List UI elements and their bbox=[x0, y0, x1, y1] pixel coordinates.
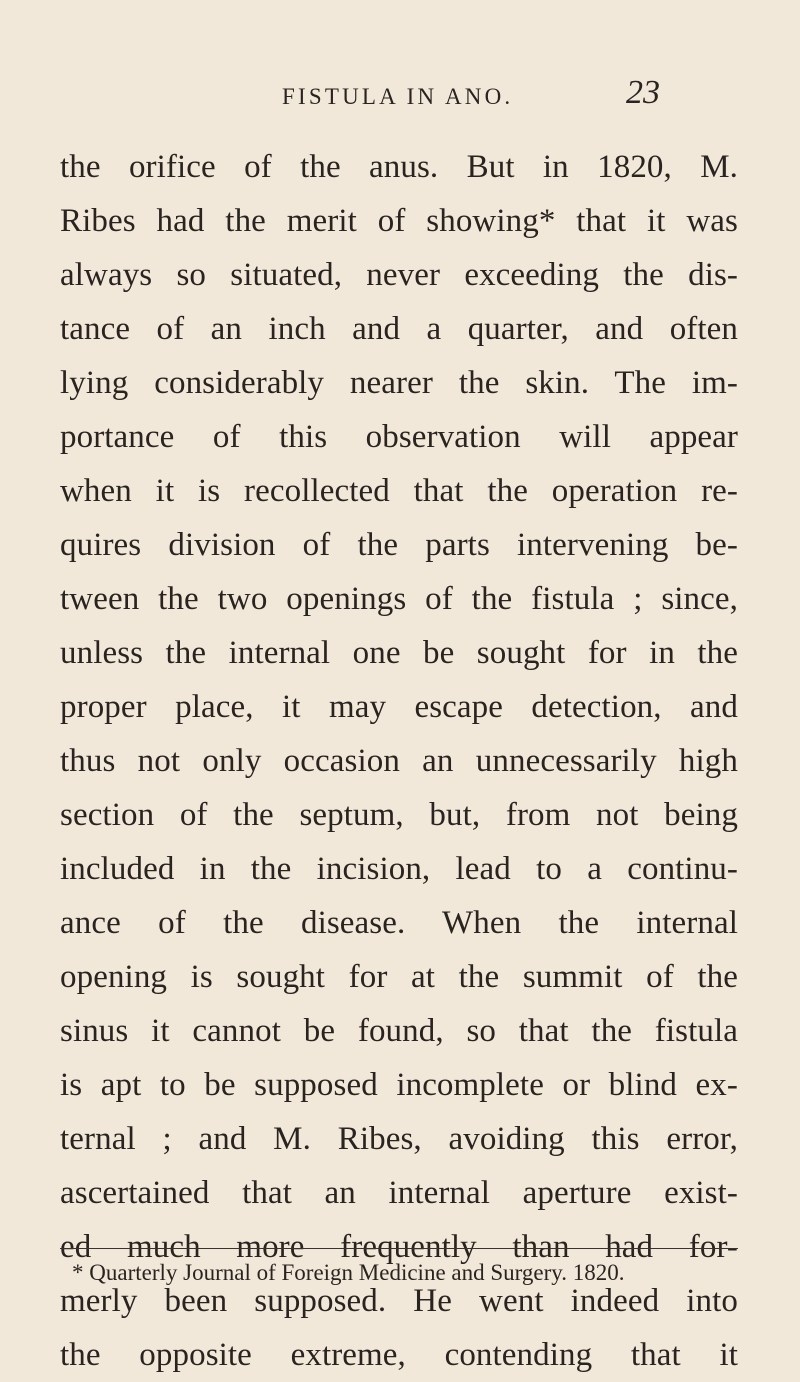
text-line: thus not only occasion an unnecessarily high bbox=[60, 743, 738, 779]
text-line: included in the incision, lead to a continu- bbox=[60, 851, 738, 887]
text-line: proper place, it may escape detection, and bbox=[60, 689, 738, 725]
text-line: merly been supposed. He went indeed into bbox=[60, 1283, 738, 1319]
footnote: * Quarterly Journal of Foreign Medicine and Surgery. 1820. bbox=[72, 1260, 625, 1285]
text-line: tween the two openings of the fistula ; since, bbox=[60, 581, 738, 617]
text-line: opening is sought for at the summit of the bbox=[60, 959, 738, 995]
text-line: ternal ; and M. Ribes, avoiding this error, bbox=[60, 1121, 738, 1157]
body-text bbox=[60, 140, 738, 1382]
running-title: FISTULA IN ANO. bbox=[282, 84, 514, 109]
footnote-rule bbox=[60, 1248, 738, 1249]
text-line: always so situated, never exceeding the dis- bbox=[60, 257, 738, 293]
text-line: the opposite extreme, contending that it bbox=[60, 1337, 738, 1373]
text-line: is apt to be supposed incomplete or blind ex- bbox=[60, 1067, 738, 1103]
text-line: ascertained that an internal aperture exist- bbox=[60, 1175, 738, 1211]
text-line: the orifice of the anus. But in 1820, M. bbox=[60, 149, 738, 185]
text-line: Ribes had the merit of showing* that it was bbox=[60, 203, 738, 239]
text-line: tance of an inch and a quarter, and often bbox=[60, 311, 738, 347]
page-number: 23 bbox=[626, 74, 660, 111]
text-line: unless the internal one be sought for in the bbox=[60, 635, 738, 671]
text-line: when it is recollected that the operation re- bbox=[60, 473, 738, 509]
text-line: lying considerably nearer the skin. The im- bbox=[60, 365, 738, 401]
text-line: sinus it cannot be found, so that the fistula bbox=[60, 1013, 738, 1049]
text-line: quires division of the parts intervening be- bbox=[60, 527, 738, 563]
text-line: portance of this observation will appear bbox=[60, 419, 738, 455]
text-line: section of the septum, but, from not being bbox=[60, 797, 738, 833]
text-line: ance of the disease. When the internal bbox=[60, 905, 738, 941]
text-line: ed much more frequently than had for- bbox=[60, 1229, 738, 1265]
